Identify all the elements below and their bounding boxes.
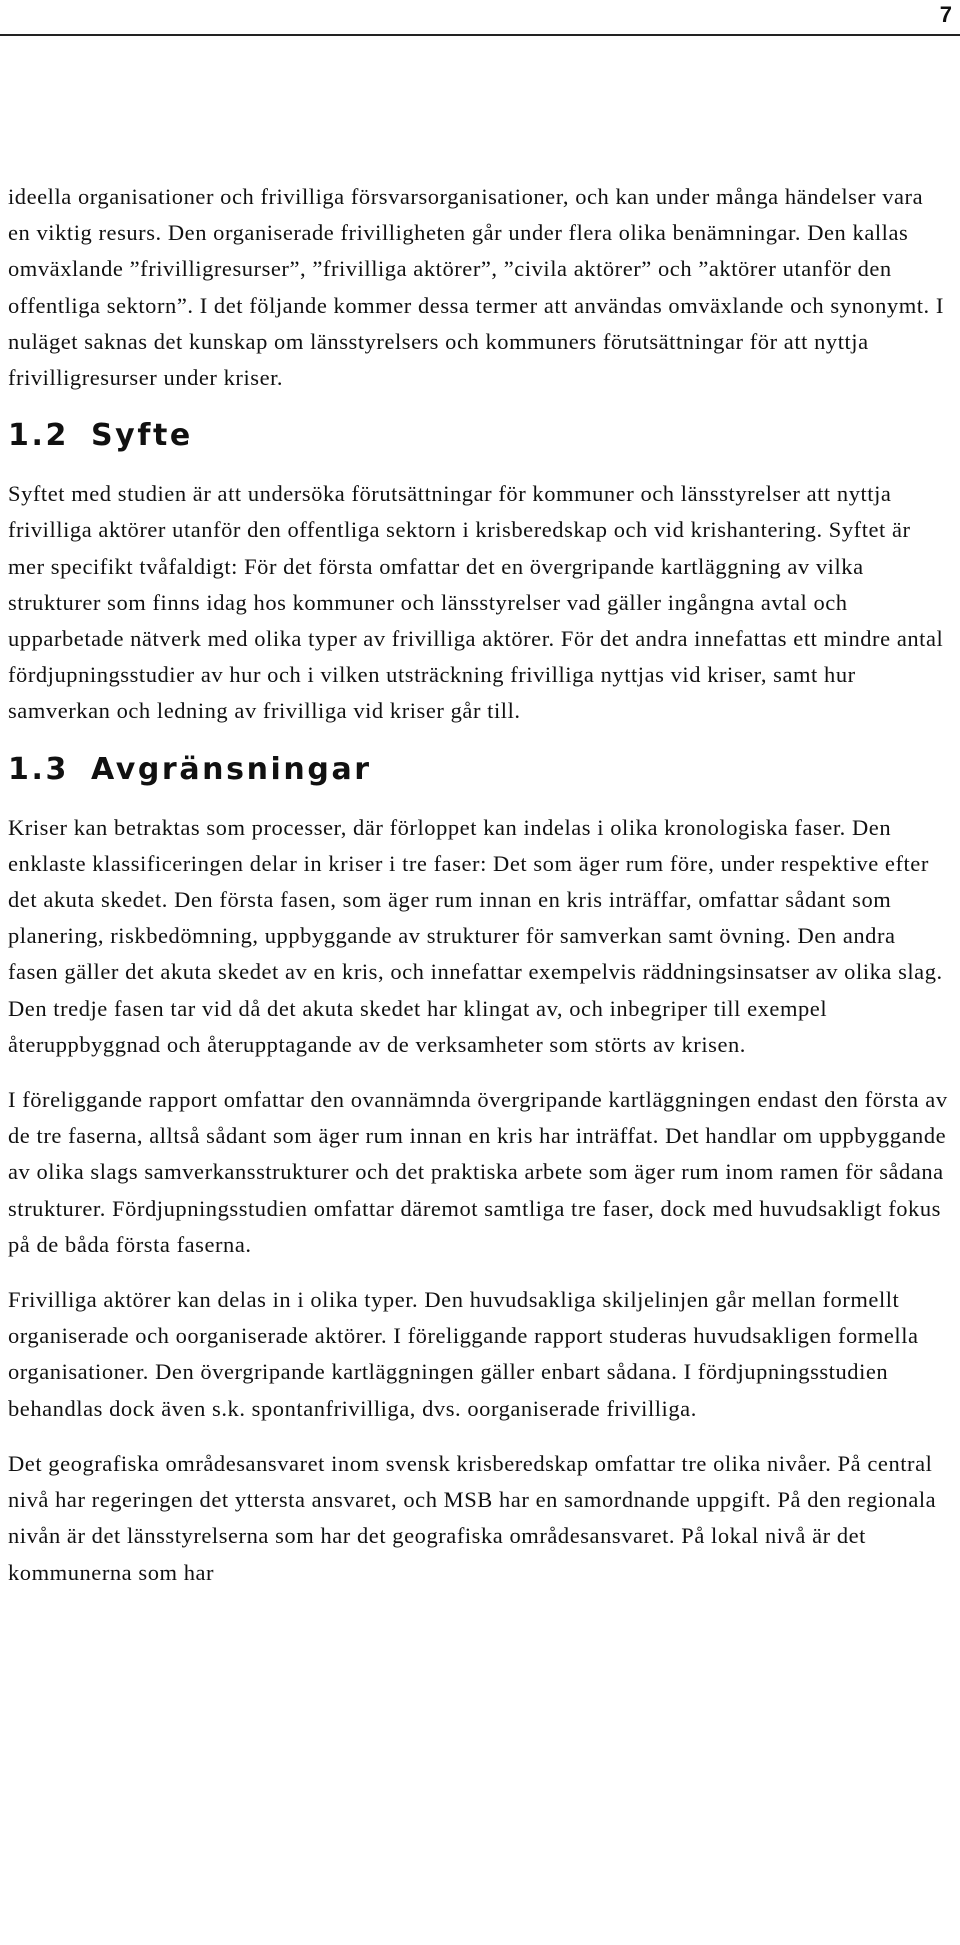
header-rule <box>0 34 960 36</box>
avgransningar-paragraph-3: Frivilliga aktörer kan delas in i olika typer. Den huvudsakliga skiljelinjen går mellan formellt organiserade och oorganiserade aktörer. I föreliggande rapport studeras huvudsakligen formella organisationer. Den övergripande kartläggningen gäller enbart sådana. I fördjupningsstudien behandlas dock även s.k. spontanfrivilliga, dvs. oorganiserade frivilliga. <box>8 1287 919 1421</box>
avgransningar-paragraph-4: Det geografiska områdesansvaret inom svensk krisberedskap omfattar tre olika nivåer. På central nivå har regeringen det yttersta ansvaret, och MSB har en samordnande uppgift. På den regionala nivån är det länsstyrelserna som har det geografiska områdesansvaret. På lokal nivå är det kommunerna som har <box>8 1450 937 1585</box>
section-number: 1.3 <box>8 751 69 787</box>
section-title: Syfte <box>90 418 193 454</box>
section-heading-avgransningar <box>8 752 948 788</box>
intro-paragraph: ideella organisationer och frivilliga försvarsorganisationer, och kan under många händelser vara en viktig resurs. Den organiserade frivilligheten går under flera olika benämningar. Den kallas omväxlande ”frivilligresurser”, ”frivilliga aktörer”, ”civila aktörer” och ”aktörer utanför den offentliga sektorn”. I det följande kommer dessa termer att användas omväxlande och synonymt. I nuläget saknas det kunskap om länsstyrelsers och kommuners förutsättningar för att nyttja frivilligresurser under kriser. <box>8 184 944 391</box>
avgransningar-paragraph-2: I föreliggande rapport omfattar den ovannämnda övergripande kartläggningen endast den första av de tre faserna, alltså sådant som äger rum innan en kris har inträffat. Det handlar om uppbyggande av olika slags samverkansstrukturer och det praktiska arbete som äger rum inom ramen för sådana strukturer. Fördjupningsstudien omfattar däremot samtliga tre faser, dock med huvudsakligt fokus på de båda första faserna. <box>8 1087 948 1257</box>
page-number: 7 <box>939 2 952 27</box>
syfte-paragraph: Syftet med studien är att undersöka förutsättningar för kommuner och länsstyrelser att nyttja frivilliga aktörer utanför den offentliga sektorn i krisberedskap och vid krishantering. Syftet är mer specifikt tvåfaldigt: För det första omfattar det en övergripande kartläggning av vilka strukturer som finns idag hos kommuner och länsstyrelser vad gäller ingångna avtal och upparbetade nätverk med olika typer av frivilliga aktörer. För det andra innefattas ett mindre antal fördjupningsstudier av hur och i vilken utsträckning frivilliga nyttjas vid kriser, samt hur samverkan och ledning av frivilliga vid kriser går till. <box>8 481 944 724</box>
section-number: 1.2 <box>8 418 69 454</box>
avgransningar-paragraph-1: Kriser kan betraktas som processer, där förloppet kan indelas i olika kronologiska faser. Den enklaste klassificeringen delar in kriser i tre faser: Det som äger rum före, under respektive efter det akuta skedet. Den första fasen, som äger rum innan en kris inträffar, omfattar sådant som planering, riskbedömning, uppbyggande av strukturer för samverkan samt övning. Den andra fasen gäller det akuta skedet av en kris, och innefattar exempelvis räddningsinsatser av olika slag. Den tredje fasen tar vid då det akuta skedet har klingat av, och inbegriper till exempel återuppbyggnad och återupptagande av de verksamheter som störts av krisen. <box>8 814 943 1057</box>
document-body <box>8 179 948 1591</box>
section-title: Avgränsningar <box>90 751 372 787</box>
section-heading-syfte <box>8 418 948 454</box>
